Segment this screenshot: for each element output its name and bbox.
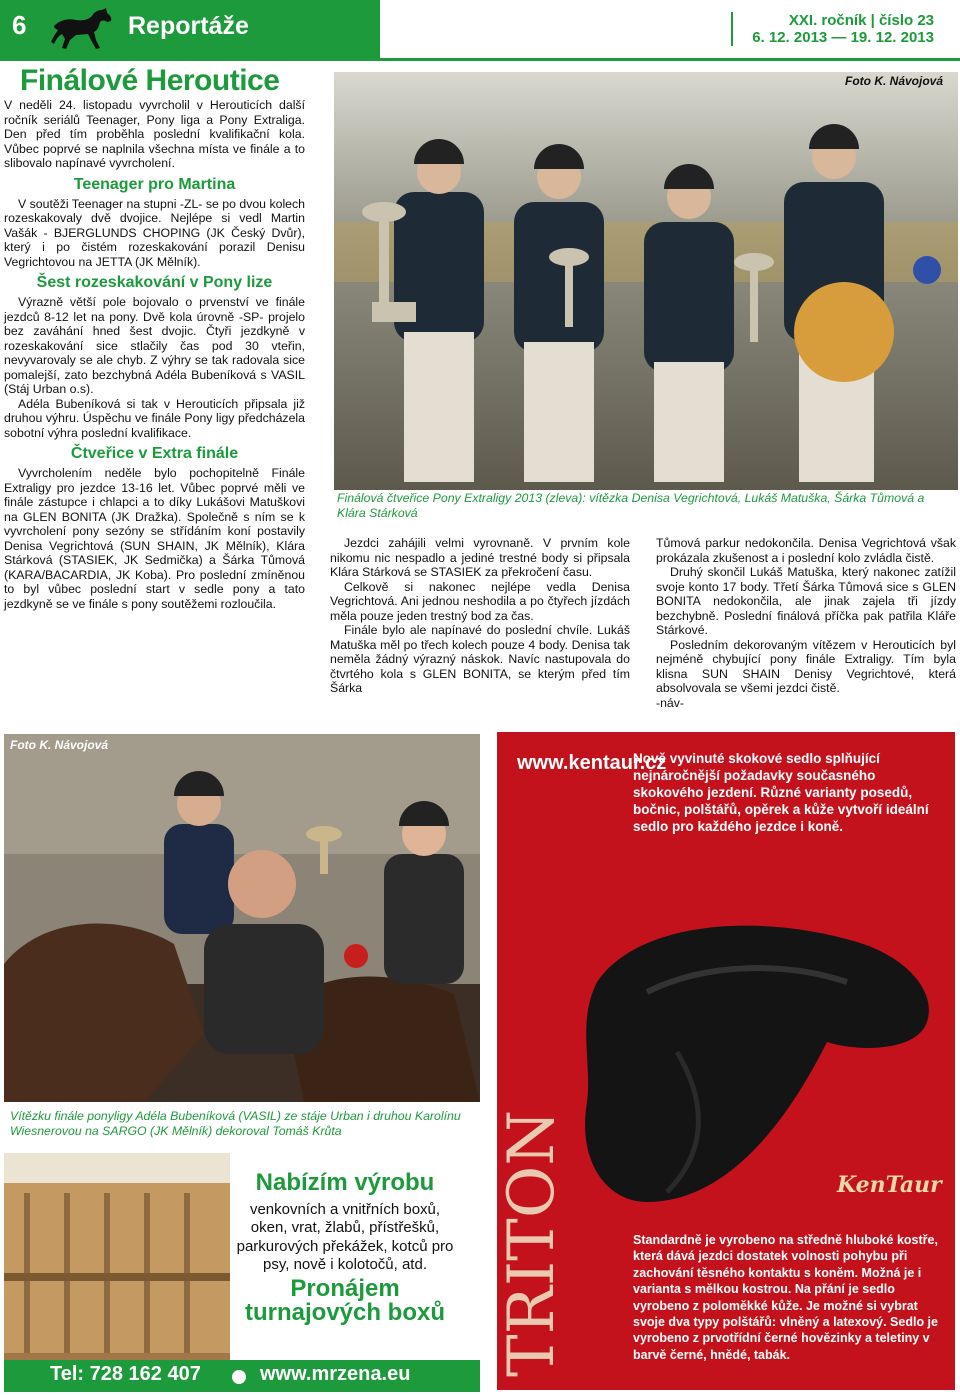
ceremony-photo-art: [4, 734, 480, 1102]
ad-website-link[interactable]: www.mrzena.eu: [260, 1363, 411, 1385]
stable-box-art: [4, 1153, 230, 1385]
stable-box-photo: [4, 1153, 230, 1385]
paragraph: Vyvrcholením neděle bylo pochopitelně Finále Extraligy pro jezdce 13-16 let. Vůbec poprvé měli ve finále zástupce i chlapci a to díky Lukášovi Matuškovi na GLEN BONITA (JK Dražka). Společně s ním se k vyvrcholení pony sezóny se střídáním koní postavily Denisa Vegrichtová (SUN SHAIN, JK Mělník), Klára Stárková (STASIEK, JK Sedmička) a Šárka Tůmová (KARA/BACARDIA, JK Koba). Pro poslední zmíněnou to byl vůbec poslední start v sedle pony a tato jezdkyně se ve finále s pony soutěžemi rozloučila.: [4, 466, 305, 611]
page-header: [0, 0, 960, 58]
paragraph: Posledním dekorovaným vítězem v Herouticích byl nejméně chybující pony finále Extraligy. Tím byla klisna SUN SHAIN Denisy Vegrichtové, která absolvovala se všemi jezdci čistě.: [656, 637, 956, 695]
author-signature: -náv-: [656, 695, 685, 710]
contact-bar: [4, 1360, 480, 1392]
podium-photo: [334, 72, 958, 490]
photo-credit: Foto K. Návojová: [10, 738, 109, 752]
paragraph: Adéla Bubeníková si tak v Herouticích připsala již druhou výhru. Úspěchu ve finále Pony ligy předcházela sobotní výhra poslední kvalifikace.: [4, 396, 305, 440]
ceremony-photo: [4, 734, 480, 1102]
right-column: [656, 536, 956, 710]
ad-headline-rental: Pronájem turnajových boxů: [244, 1275, 446, 1326]
podium-photo-art: [334, 72, 958, 490]
article-title: Finálové Heroutice: [20, 64, 280, 97]
issue-dates: 6. 12. 2013 — 19. 12. 2013: [752, 29, 934, 46]
paragraph: Jezdci zahájili velmi vyrovnaně. V prvním kole nikomu nic nespadlo a jediné trestné body si připsala Klára Stárková se STASIEK za překročení času.: [330, 536, 630, 579]
intro-paragraph: V neděli 24. listopadu vyvrcholil v Herouticích další ročník seriálů Teenager, Pony liga a Pony Extraliga. Den před tím proběhla poslední kvalifikační kola. Vůbec poprvé se naplnila všechna místa ve finále a to slibovalo napínavé vyvrcholení.: [4, 98, 305, 170]
ad-body-text: Standardně je vyrobeno na středně hluboké kostře, která dává jezdci dostatek volnosti pohybu při zachování těsného kontaktu s koněm. Možná je i varianta s mělkou kostrou. Na přání je sedlo vyrobeno z poloměkké kůže. Je možné si vybrat svoje dva typy polštářů: vlněný a latexový. Sedlo je vyrobeno z prvotřídní černé hovězinky a teletiny v barvě černé, hnědé, tabák.: [633, 1233, 938, 1362]
paragraph: Tůmová parkur nedokončila. Denisa Vegrichtová však prokázala zkušenost a i poslední kolo zvládla čistě.: [656, 536, 956, 565]
middle-column: [330, 536, 630, 696]
mrzena-ad: [230, 1163, 460, 1385]
subheading-pony-liga: Šest rozeskakování v Pony lize: [36, 274, 273, 291]
horse-icon: [50, 6, 116, 52]
paragraph: Finále bylo ale napínavé do poslední chvíle. Lukáš Matuška měl po třech kolech pouze 4 body. Denisa tak neměla žádný výrazný náskok. Navíc nastupovala do čtvrtého kola s GLEN BONITA, se kterým před tím Šárka: [330, 623, 630, 695]
subheading-extra-finale: Čtveřice v Extra finále: [70, 445, 239, 462]
ad-text: venkovních a vnitřních boxů, oken, vrat, žlabů, přístřešků, parkurových překážek, kotců pro psy, nově i kolotočů, atd.: [236, 1201, 454, 1273]
ad-headline: Nabízím výrobu: [255, 1169, 435, 1196]
photo-caption: Finálová čtveřice Pony Extraligy 2013 (zleva): vítězka Denisa Vegrichtová, Lukáš Matuška, Šárka Tůmová a Klára Stárková: [337, 491, 925, 520]
kentaur-ad: [497, 732, 955, 1390]
ad-phone: Tel: 728 162 407: [50, 1363, 201, 1385]
ad-headline: [633, 750, 943, 835]
paragraph: V soutěži Teenager na stupni -ZL- se po dvou kolech rozeskakovaly dvě dvojice. Nejlépe si vedl Martin Vašák - BJERGLUNDS CHOPING (JK Český Dvůr), který i po čistém rozeskakování porazil Denisu Vegrichtovou na JETTA (JK Mělník).: [4, 196, 305, 269]
photo-credit: Foto K. Návojová: [845, 74, 944, 88]
issue-volume: XXI. ročník | číslo 23: [788, 12, 934, 29]
paragraph: Výrazně větší pole bojovalo o prvenství ve finále jezdců 8-12 let na pony. Dvě kola úrovně -SP- projelo bez zaváhání hned šest dvojic. Čtyři jezdkyně v rozeskakování sice stlačily čas pod 30 vteřin, nevyvarovaly se ale chyb. Z výhry se tak radovala sice pomalejší, zato bezchybná Adéla Bubeníková s VASIL (Stáj Urban o.s).: [4, 295, 305, 396]
divider: [731, 12, 733, 46]
page-number: 6: [12, 10, 27, 40]
left-column: [4, 98, 305, 611]
ad-headline-rest: splňující nejnáročnější požadavky současného skokového jezdení. Různé varianty posedů, bočnic, polštářů, opěrek a kůže vytvoří ideální sedlo pro každého jezdce i koně.: [633, 751, 929, 834]
header-rule: [0, 58, 960, 61]
photo-caption: Vítězku finále ponyligy Adéla Bubeníková (VASIL) ze stáje Urban i druhou Karolínu Wiesnerovou na SARGO (JK Mělník) dekoroval Tomáš Krůta: [10, 1109, 461, 1138]
kentaur-logo: KenTaur: [837, 1172, 942, 1198]
subheading-teenager: Teenager pro Martina: [73, 175, 236, 193]
ad-website-link[interactable]: www.kentaur.cz: [517, 752, 667, 774]
ad-headline-bold: Nově vyvinuté skokové sedlo: [633, 751, 822, 766]
paragraph: Druhý skončil Lukáš Matuška, který nakonec zatížil svoje konto 17 body. Třetí Šárka Tůmová sice s GLEN BONITA nedokončila, ale jinak zajela tři jízdy bezchybně. Poslední finálová příčka pak patřila Kláře Stárkové.: [656, 565, 956, 637]
brand-text: TRITON: [495, 1109, 569, 1377]
section-title: Reportáže: [128, 12, 249, 40]
bullet-icon: [232, 1370, 246, 1384]
paragraph: Celkově si nakonec nejlépe vedla Denisa Vegrichtová. Ani jednou neshodila a po čtyřech jízdách měla pouze jeden trestný bod za čas.: [330, 579, 630, 623]
